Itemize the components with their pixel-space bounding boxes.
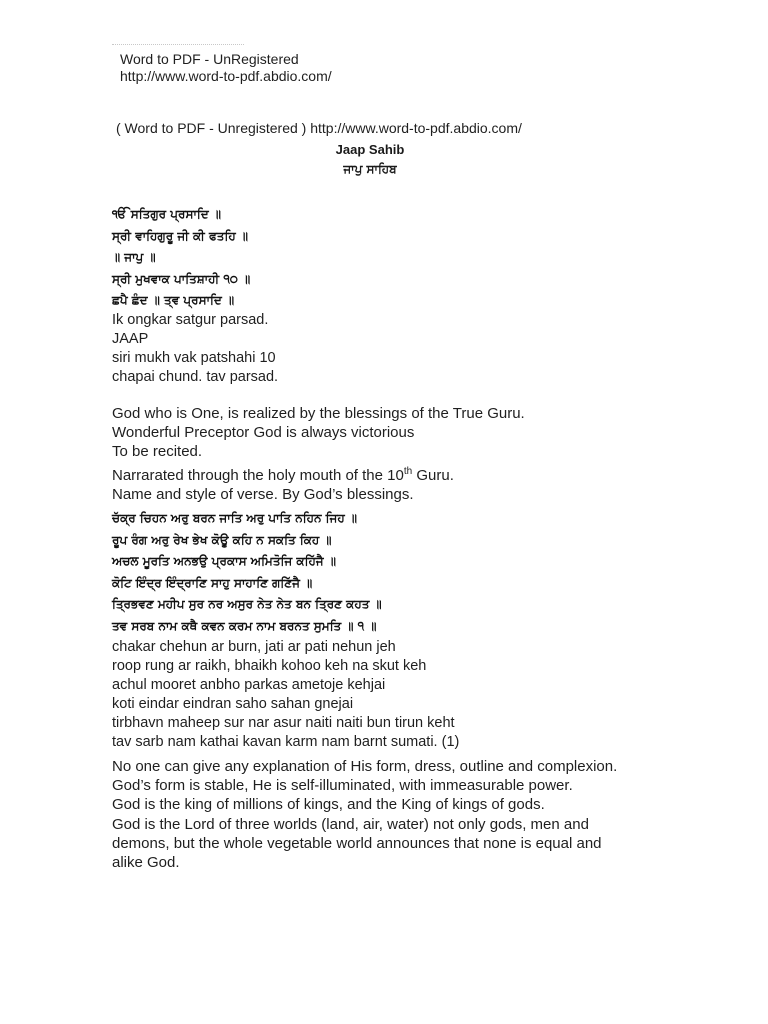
transliteration-line: chapai chund. tav parsad. <box>112 369 279 385</box>
section1-gurmukhi <box>112 204 250 312</box>
unregistered-notice: ( Word to PDF - Unregistered ) http://www.word-to-pdf.abdio.com/ <box>116 120 522 136</box>
page-title-gurmukhi: ਜਾਪੁ ਸਾਹਿਬ <box>343 162 397 176</box>
gurmukhi-line: ਚੱਕ੍ਰ ਚਿਹਨ ਅਰੁ ਬਰਨ ਜਾਤਿ ਅਰੁ ਪਾਤਿ ਨਹਿਨ ਜਿਹ ॥ <box>112 511 357 525</box>
gurmukhi-line: ਛਪੈ ਛੰਦ ॥ ਤ੍ਵ ਪ੍ਰਸਾਦਿ ॥ <box>112 293 235 307</box>
translation-line: Name and style of verse. By God’s blessings. <box>112 485 414 503</box>
translation-paragraph: God is the king of millions of kings, and the King of kings of gods. <box>112 796 545 814</box>
gurmukhi-line: ॥ ਜਾਪੁ ॥ <box>112 250 156 264</box>
transliteration-line: Ik ongkar satgur parsad. <box>112 312 269 328</box>
transliteration-line: koti eindar eindran saho sahan gnejai <box>112 696 354 712</box>
transliteration-line: roop rung ar raikh, bhaikh kohoo keh na skut keh <box>112 658 427 674</box>
transliteration-line: tav sarb nam kathai kavan karm nam barnt sumati. (1) <box>112 734 460 750</box>
gurmukhi-line: ਰੂਪ ਰੰਗ ਅਰੁ ਰੇਖ ਭੇਖ ਕੋਊ ਕਹਿ ਨ ਸਕਤਿ ਕਿਹ ॥ <box>112 532 332 547</box>
gurmukhi-line: ਤਵ ਸਰਬ ਨਾਮ ਕਥੈ ਕਵਨ ਕਰਮ ਨਾਮ ਬਰਨਤ ਸੁਮਤਿ ॥ ੧ ॥ <box>112 618 377 633</box>
page-title: Jaap Sahib <box>335 142 405 157</box>
transliteration-line: siri mukh vak patshahi 10 <box>112 350 276 366</box>
translation-line: Wonderful Preceptor God is always victorious <box>112 424 415 442</box>
translation-paragraph: God is the Lord of three worlds (land, air, water) not only gods, men and demons, but the whole vegetable world announces that none is equal and alike God. <box>112 815 602 872</box>
section2-gurmukhi <box>112 508 382 637</box>
gurmukhi-line: ੴ ਸਤਿਗੁਰ ਪ੍ਰਸਾਦਿ ॥ <box>112 207 221 221</box>
narration-end: Guru. <box>412 466 454 484</box>
section2-transliteration <box>112 638 459 752</box>
section1-translation <box>112 404 525 504</box>
transliteration-line: tirbhavn maheep sur nar asur naiti naiti bun tirun keht <box>112 715 455 731</box>
translation-line-narration <box>112 466 525 485</box>
translation-line: God who is One, is realized by the blessings of the True Guru. <box>112 405 525 422</box>
gurmukhi-line: ਅਚਲ ਮੂਰਤਿ ਅਨਭਉ ਪ੍ਰਕਾਸ ਅਮਿਤੋਜਿ ਕਹਿੱਜੈ ॥ <box>112 554 336 568</box>
gurmukhi-line: ਸ੍ਰੀ ਵਾਹਿਗੁਰੂ ਜੀ ਕੀ ਫਤਹਿ ॥ <box>112 228 248 243</box>
ordinal-suffix: th <box>403 465 413 477</box>
section1-transliteration <box>112 311 278 387</box>
watermark-title: Word to PDF - UnRegistered <box>120 51 299 67</box>
gurmukhi-line: ਤ੍ਰਿਭਵਣ ਮਹੀਪ ਸੁਰ ਨਰ ਅਸੁਰ ਨੇਤ ਨੇਤ ਬਨ ਤ੍ਰਿਣ ਕਹਤ ॥ <box>112 597 382 611</box>
gurmukhi-line: ਕੋਟਿ ਇੰਦ੍ਰ ਇੰਦ੍ਰਾਣਿ ਸਾਹੁ ਸਾਹਾਣਿ ਗਣਿੱਜੈ ॥ <box>112 575 313 590</box>
translation-line: To be recited. <box>112 443 203 461</box>
gurmukhi-line: ਸ੍ਰੀ ਮੁਖਵਾਕ ਪਾਤਿਸ਼ਾਹੀ ੧੦ ॥ <box>112 271 251 286</box>
translation-paragraph: No one can give any explanation of His form, dress, outline and complexion. <box>112 758 618 775</box>
narration-text: Narrarated through the holy mouth of the 10 <box>112 466 404 484</box>
transliteration-line: chakar chehun ar burn, jati ar pati nehun jeh <box>112 639 396 655</box>
watermark-url: http://www.word-to-pdf.abdio.com/ <box>120 68 332 84</box>
section2-translation <box>112 757 632 872</box>
translation-paragraph: God’s form is stable, He is self-illuminated, with immeasurable power. <box>112 777 573 795</box>
header-divider <box>112 44 244 46</box>
transliteration-line: achul mooret anbho parkas ametoje kehjai <box>112 677 386 693</box>
transliteration-line: JAAP <box>112 331 149 347</box>
